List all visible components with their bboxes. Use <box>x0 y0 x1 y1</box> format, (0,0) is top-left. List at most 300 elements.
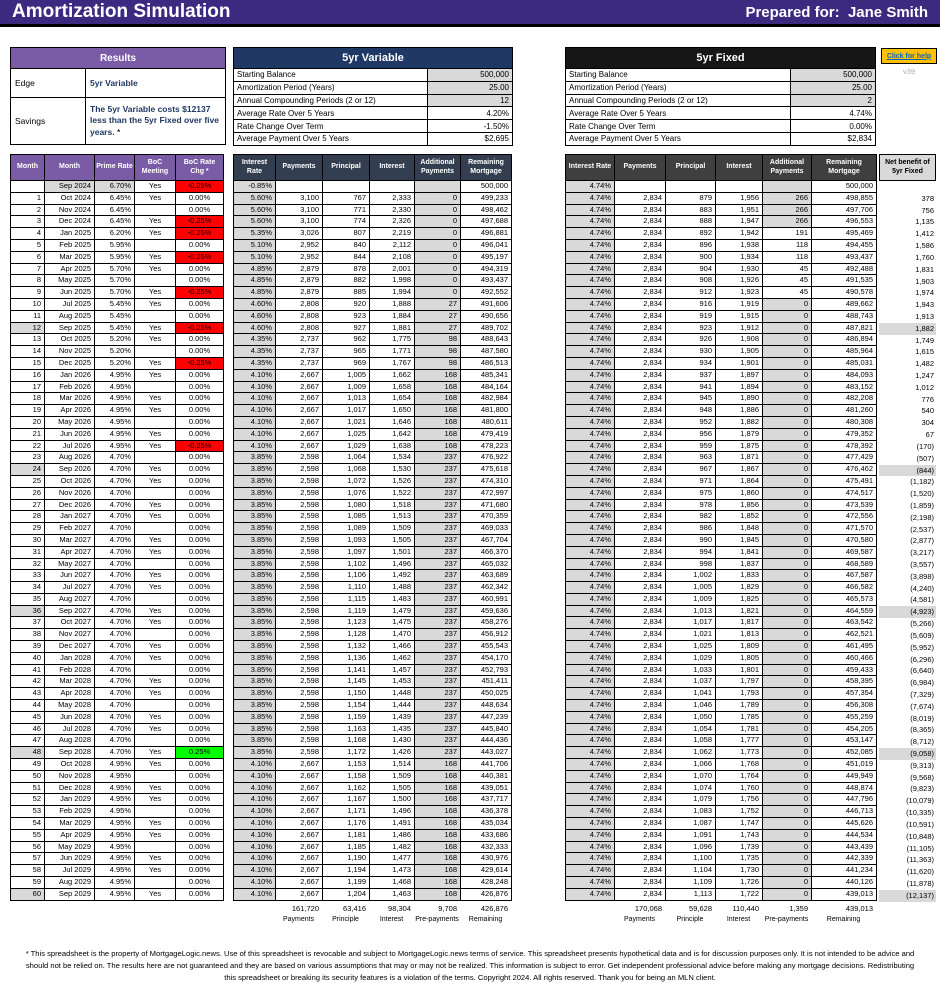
cell-fixed-additional-payment[interactable]: 0 <box>763 735 812 747</box>
cell-fixed-interest-rate[interactable]: 4.74% <box>566 298 615 310</box>
summary-value[interactable]: 2 <box>791 94 876 107</box>
cell-var-principal: 1,132 <box>323 641 370 653</box>
cell-fixed-additional-payment[interactable]: 266 <box>763 204 812 216</box>
cell-fixed-interest-rate[interactable]: 4.74% <box>566 558 615 570</box>
cell-var-additional-payment[interactable]: 168 <box>415 416 461 428</box>
cell-var-additional-payment[interactable]: 27 <box>415 310 461 322</box>
cell-fixed-additional-payment[interactable]: 0 <box>763 310 812 322</box>
cell-var-additional-payment[interactable]: 168 <box>415 829 461 841</box>
cell-var-additional-payment[interactable]: 0 <box>415 275 461 287</box>
cell-var-additional-payment[interactable]: 0 <box>415 263 461 275</box>
cell-var-principal: 774 <box>323 216 370 228</box>
cell-fixed-principal: 971 <box>666 475 716 487</box>
cell-month: May 2027 <box>45 558 95 570</box>
cell-fixed-additional-payment[interactable]: 0 <box>763 664 812 676</box>
cell-var-interest-rate[interactable]: 3.85% <box>234 747 276 759</box>
cell-fixed-interest-rate[interactable]: 4.74% <box>566 428 615 440</box>
cell-fixed-interest-rate[interactable]: 4.74% <box>566 829 615 841</box>
cell-var-interest-rate[interactable]: 4.10% <box>234 877 276 889</box>
cell-var-additional-payment[interactable] <box>415 181 461 193</box>
cell-var-interest-rate[interactable]: 3.85% <box>234 605 276 617</box>
cell-var-interest-rate[interactable]: 4.10% <box>234 440 276 452</box>
cell-var-interest-rate[interactable]: 4.35% <box>234 357 276 369</box>
table-row <box>566 629 877 641</box>
cell-var-interest-rate[interactable]: 4.10% <box>234 794 276 806</box>
cell-prime-rate: 4.95% <box>95 829 135 841</box>
cell-fixed-additional-payment[interactable]: 0 <box>763 794 812 806</box>
cell-var-additional-payment[interactable]: 237 <box>415 652 461 664</box>
cell-var-interest-rate[interactable]: 3.85% <box>234 593 276 605</box>
cell-var-additional-payment[interactable]: 237 <box>415 605 461 617</box>
cell-var-additional-payment[interactable]: 168 <box>415 794 461 806</box>
cell-fixed-additional-payment[interactable]: 0 <box>763 723 812 735</box>
summary-value[interactable]: 25.00 <box>428 81 513 94</box>
cell-fixed-additional-payment[interactable]: 0 <box>763 570 812 582</box>
cell-var-interest-rate[interactable]: 3.85% <box>234 558 276 570</box>
cell-var-additional-payment[interactable]: 237 <box>415 487 461 499</box>
cell-var-additional-payment[interactable]: 237 <box>415 499 461 511</box>
cell-var-additional-payment[interactable]: 0 <box>415 239 461 251</box>
cell-var-interest-rate[interactable]: 5.60% <box>234 216 276 228</box>
cell-month: Sep 2024 <box>45 181 95 193</box>
cell-var-interest-rate[interactable]: 4.35% <box>234 346 276 358</box>
cell-var-remaining: 451,411 <box>461 676 512 688</box>
cell-fixed-interest-rate[interactable]: 4.74% <box>566 204 615 216</box>
cell-fixed-additional-payment[interactable]: 0 <box>763 405 812 417</box>
cell-fixed-interest-rate[interactable]: 4.74% <box>566 499 615 511</box>
cell-var-additional-payment[interactable]: 237 <box>415 464 461 476</box>
cell-fixed-interest-rate[interactable]: 4.74% <box>566 192 615 204</box>
cell-var-additional-payment[interactable]: 0 <box>415 287 461 299</box>
cell-fixed-additional-payment: 45 <box>763 263 812 275</box>
cell-var-additional-payment[interactable]: 168 <box>415 405 461 417</box>
cell-var-additional-payment[interactable]: 237 <box>415 475 461 487</box>
cell-fixed-interest-rate[interactable]: 4.74% <box>566 487 615 499</box>
cell-var-remaining: 480,611 <box>461 416 512 428</box>
cell-fixed-additional-payment[interactable]: 0 <box>763 534 812 546</box>
table-row <box>566 877 877 889</box>
cell-var-interest-rate[interactable]: 3.85% <box>234 735 276 747</box>
cell-fixed-additional-payment[interactable]: 0 <box>763 629 812 641</box>
cell-var-additional-payment[interactable]: 168 <box>415 440 461 452</box>
cell-fixed-interest-rate[interactable]: 4.74% <box>566 523 615 535</box>
table-row <box>234 593 512 605</box>
cell-var-interest-rate[interactable]: 3.85% <box>234 523 276 535</box>
cell-var-additional-payment[interactable]: 0 <box>415 228 461 240</box>
cell-var-additional-payment[interactable]: 168 <box>415 428 461 440</box>
cell-fixed-interest-rate[interactable]: 4.74% <box>566 334 615 346</box>
cell-fixed-interest-rate[interactable]: 4.74% <box>566 652 615 664</box>
cell-var-interest-rate[interactable]: 4.10% <box>234 416 276 428</box>
cell-fixed-interest-rate[interactable]: 4.74% <box>566 239 615 251</box>
cell-var-interest-rate[interactable]: 3.85% <box>234 499 276 511</box>
cell-var-additional-payment[interactable]: 27 <box>415 322 461 334</box>
cell-var-interest-rate[interactable]: 4.10% <box>234 369 276 381</box>
cell-fixed-additional-payment[interactable]: 0 <box>763 877 812 889</box>
cell-boc-rate-chg: 0.00% <box>176 841 224 853</box>
cell-fixed-interest: 1,821 <box>716 605 763 617</box>
cell-var-additional-payment[interactable]: 168 <box>415 806 461 818</box>
cell-var-interest-rate[interactable]: 3.85% <box>234 652 276 664</box>
table-row <box>11 617 224 629</box>
cell-fixed-additional-payment[interactable]: 0 <box>763 428 812 440</box>
cell-var-interest-rate[interactable]: 3.85% <box>234 546 276 558</box>
cell-fixed-additional-payment[interactable]: 0 <box>763 676 812 688</box>
cell-fixed-additional-payment[interactable]: 0 <box>763 357 812 369</box>
cell-fixed-additional-payment[interactable]: 0 <box>763 617 812 629</box>
cell-var-additional-payment[interactable]: 237 <box>415 664 461 676</box>
cell-fixed-additional-payment[interactable]: 0 <box>763 298 812 310</box>
cell-fixed-interest-rate[interactable]: 4.74% <box>566 452 615 464</box>
cell-var-additional-payment[interactable]: 237 <box>415 511 461 523</box>
cell-var-interest-rate[interactable]: 3.85% <box>234 664 276 676</box>
cell-var-interest-rate[interactable]: 4.10% <box>234 818 276 830</box>
cell-fixed-additional-payment[interactable]: 0 <box>763 558 812 570</box>
cell-var-interest-rate[interactable]: 4.10% <box>234 381 276 393</box>
cell-fixed-interest-rate[interactable]: 4.74% <box>566 688 615 700</box>
cell-fixed-additional-payment[interactable]: 0 <box>763 393 812 405</box>
cell-fixed-interest-rate[interactable]: 4.74% <box>566 263 615 275</box>
cell-fixed-additional-payment[interactable]: 0 <box>763 416 812 428</box>
cell-fixed-additional-payment[interactable]: 0 <box>763 346 812 358</box>
cell-var-interest-rate[interactable]: 4.85% <box>234 263 276 275</box>
cell-fixed-interest-rate[interactable]: 4.74% <box>566 322 615 334</box>
cell-var-interest-rate[interactable]: 3.85% <box>234 475 276 487</box>
cell-fixed-additional-payment[interactable]: 0 <box>763 652 812 664</box>
cell-fixed-interest-rate[interactable]: 4.74% <box>566 440 615 452</box>
cell-var-interest-rate[interactable]: 3.85% <box>234 629 276 641</box>
cell-fixed-principal: 916 <box>666 298 716 310</box>
cell-fixed-interest-rate[interactable]: 4.74% <box>566 818 615 830</box>
cell-net-benefit: (5,266) <box>910 619 934 629</box>
cell-fixed-interest-rate[interactable]: 4.74% <box>566 310 615 322</box>
cell-var-additional-payment[interactable]: 168 <box>415 770 461 782</box>
cell-fixed-interest-rate[interactable]: 4.74% <box>566 641 615 653</box>
savings-value: The 5yr Variable costs $12137 less than the 5yr Fixed over five years. * <box>86 98 226 145</box>
cell-fixed-interest-rate[interactable]: 4.74% <box>566 416 615 428</box>
cell-var-interest-rate[interactable]: 5.10% <box>234 239 276 251</box>
cell-fixed-additional-payment[interactable]: 0 <box>763 700 812 712</box>
cell-fixed-payment: 2,834 <box>615 652 666 664</box>
cell-var-additional-payment[interactable]: 168 <box>415 393 461 405</box>
cell-var-interest-rate[interactable]: 4.10% <box>234 428 276 440</box>
cell-fixed-additional-payment[interactable]: 0 <box>763 888 812 900</box>
cell-fixed-additional-payment[interactable]: 0 <box>763 475 812 487</box>
cell-fixed-additional-payment[interactable]: 0 <box>763 853 812 865</box>
cell-fixed-interest: 1,938 <box>716 239 763 251</box>
summary-value[interactable]: 25.00 <box>791 81 876 94</box>
cell-prime-rate: 6.20% <box>95 228 135 240</box>
cell-fixed-interest-rate[interactable]: 4.74% <box>566 865 615 877</box>
cell-fixed-interest-rate[interactable]: 4.74% <box>566 181 615 193</box>
cell-var-additional-payment[interactable]: 237 <box>415 546 461 558</box>
cell-var-additional-payment[interactable]: 237 <box>415 452 461 464</box>
cell-fixed-additional-payment[interactable]: 0 <box>763 499 812 511</box>
cell-fixed-interest: 1,785 <box>716 711 763 723</box>
cell-fixed-interest-rate[interactable]: 4.74% <box>566 782 615 794</box>
cell-fixed-interest-rate[interactable]: 4.74% <box>566 664 615 676</box>
cell-var-additional-payment[interactable]: 0 <box>415 216 461 228</box>
cell-var-interest-rate[interactable]: 3.85% <box>234 711 276 723</box>
cell-var-interest-rate[interactable]: 4.10% <box>234 865 276 877</box>
total-label <box>565 916 614 923</box>
help-button[interactable] <box>881 48 937 64</box>
cell-boc-rate-chg: 0.00% <box>176 629 224 641</box>
cell-fixed-additional-payment[interactable]: 0 <box>763 605 812 617</box>
cell-fixed-additional-payment[interactable]: 0 <box>763 829 812 841</box>
cell-fixed-interest-rate[interactable]: 4.74% <box>566 570 615 582</box>
cell-fixed-additional-payment[interactable]: 266 <box>763 192 812 204</box>
cell-fixed-additional-payment[interactable] <box>763 181 812 193</box>
cell-var-additional-payment[interactable]: 168 <box>415 782 461 794</box>
cell-fixed-interest-rate[interactable]: 4.74% <box>566 711 615 723</box>
table-row <box>11 511 224 523</box>
cell-var-interest-rate[interactable]: 3.85% <box>234 676 276 688</box>
cell-var-additional-payment[interactable]: 168 <box>415 381 461 393</box>
cell-fixed-interest-rate[interactable]: 4.74% <box>566 841 615 853</box>
cell-var-additional-payment[interactable]: 237 <box>415 747 461 759</box>
cell-var-interest-rate[interactable]: 4.10% <box>234 770 276 782</box>
cell-var-interest-rate[interactable]: 4.10% <box>234 841 276 853</box>
summary-value[interactable]: 500,000 <box>791 69 876 82</box>
cell-var-additional-payment[interactable]: 0 <box>415 251 461 263</box>
cell-var-remaining: 426,876 <box>461 888 512 900</box>
cell-var-interest-rate[interactable]: 4.35% <box>234 334 276 346</box>
cell-var-additional-payment[interactable]: 98 <box>415 357 461 369</box>
cell-fixed-payment: 2,834 <box>615 357 666 369</box>
cell-var-interest-rate[interactable]: 4.10% <box>234 759 276 771</box>
cell-var-additional-payment[interactable]: 98 <box>415 346 461 358</box>
cell-fixed-additional-payment[interactable]: 0 <box>763 759 812 771</box>
table-row <box>11 558 224 570</box>
cell-fixed-interest-rate[interactable]: 4.74% <box>566 346 615 358</box>
cell-net-benefit: (1,520) <box>910 489 934 499</box>
cell-var-interest-rate[interactable]: 5.10% <box>234 251 276 263</box>
cell-fixed-additional-payment[interactable]: 0 <box>763 523 812 535</box>
cell-boc-meeting: Yes <box>135 641 176 653</box>
cell-var-additional-payment[interactable]: 168 <box>415 853 461 865</box>
cell-fixed-interest-rate[interactable]: 4.74% <box>566 853 615 865</box>
cell-var-interest-rate[interactable]: 4.10% <box>234 853 276 865</box>
cell-fixed-interest-rate[interactable]: 4.74% <box>566 582 615 594</box>
cell-fixed-additional-payment[interactable]: 266 <box>763 216 812 228</box>
cell-fixed-interest-rate[interactable]: 4.74% <box>566 357 615 369</box>
cell-var-interest-rate[interactable]: 4.85% <box>234 287 276 299</box>
cell-var-additional-payment[interactable]: 0 <box>415 192 461 204</box>
cell-var-additional-payment[interactable]: 237 <box>415 735 461 747</box>
cell-var-interest: 1,491 <box>370 818 415 830</box>
cell-fixed-interest-rate[interactable]: 4.74% <box>566 700 615 712</box>
cell-var-interest-rate[interactable]: 4.10% <box>234 888 276 900</box>
cell-var-additional-payment[interactable]: 237 <box>415 593 461 605</box>
cell-fixed-additional-payment[interactable]: 0 <box>763 381 812 393</box>
cell-var-interest-rate[interactable]: 4.60% <box>234 322 276 334</box>
cell-fixed-interest-rate[interactable]: 4.74% <box>566 393 615 405</box>
cell-fixed-interest-rate[interactable]: 4.74% <box>566 534 615 546</box>
cell-fixed-additional-payment[interactable]: 0 <box>763 546 812 558</box>
cell-fixed-interest-rate[interactable]: 4.74% <box>566 747 615 759</box>
table-row <box>234 877 512 889</box>
cell-fixed-additional-payment[interactable]: 0 <box>763 440 812 452</box>
cell-fixed-additional-payment[interactable]: 0 <box>763 452 812 464</box>
cell-fixed-additional-payment[interactable]: 0 <box>763 511 812 523</box>
cell-fixed-additional-payment[interactable]: 0 <box>763 641 812 653</box>
cell-var-additional-payment[interactable]: 168 <box>415 877 461 889</box>
cell-var-principal: 1,162 <box>323 782 370 794</box>
cell-fixed-additional-payment[interactable]: 0 <box>763 770 812 782</box>
variable-schedule-table <box>233 154 512 901</box>
table-row <box>566 487 877 499</box>
cell-var-additional-payment[interactable]: 237 <box>415 688 461 700</box>
cell-fixed-interest-rate[interactable]: 4.74% <box>566 287 615 299</box>
cell-prime-rate: 4.70% <box>95 511 135 523</box>
cell-fixed-additional-payment[interactable]: 0 <box>763 334 812 346</box>
cell-var-additional-payment[interactable]: 237 <box>415 617 461 629</box>
cell-fixed-interest-rate[interactable]: 4.74% <box>566 369 615 381</box>
cell-fixed-interest-rate[interactable]: 4.74% <box>566 877 615 889</box>
cell-var-additional-payment[interactable]: 237 <box>415 723 461 735</box>
cell-var-interest-rate[interactable]: -0.85% <box>234 181 276 193</box>
cell-fixed-additional-payment[interactable]: 0 <box>763 806 812 818</box>
cell-var-interest-rate[interactable]: 4.60% <box>234 310 276 322</box>
cell-var-additional-payment[interactable]: 237 <box>415 629 461 641</box>
cell-fixed-interest-rate[interactable]: 4.74% <box>566 475 615 487</box>
cell-var-additional-payment[interactable]: 0 <box>415 204 461 216</box>
cell-fixed-interest-rate[interactable]: 4.74% <box>566 617 615 629</box>
table-row <box>11 452 224 464</box>
cell-var-interest-rate[interactable]: 3.85% <box>234 570 276 582</box>
cell-fixed-interest-rate[interactable]: 4.74% <box>566 546 615 558</box>
cell-fixed-interest-rate[interactable]: 4.74% <box>566 381 615 393</box>
cell-var-interest-rate[interactable]: 3.85% <box>234 452 276 464</box>
cell-fixed-interest: 1,739 <box>716 841 763 853</box>
cell-fixed-interest-rate[interactable]: 4.74% <box>566 593 615 605</box>
cell-var-interest: 1,430 <box>370 735 415 747</box>
cell-var-interest-rate[interactable]: 4.10% <box>234 806 276 818</box>
cell-boc-rate-chg: 0.00% <box>176 487 224 499</box>
cell-var-interest-rate[interactable]: 5.60% <box>234 204 276 216</box>
cell-fixed-interest-rate[interactable]: 4.74% <box>566 464 615 476</box>
cell-fixed-payment: 2,834 <box>615 298 666 310</box>
cell-fixed-additional-payment[interactable]: 0 <box>763 487 812 499</box>
cell-var-additional-payment[interactable]: 237 <box>415 558 461 570</box>
cell-fixed-remaining: 468,589 <box>812 558 877 570</box>
cell-var-additional-payment[interactable]: 168 <box>415 369 461 381</box>
cell-fixed-interest-rate[interactable]: 4.74% <box>566 806 615 818</box>
cell-var-interest-rate[interactable]: 4.85% <box>234 275 276 287</box>
cell-var-additional-payment[interactable]: 237 <box>415 570 461 582</box>
cell-fixed-interest: 1,845 <box>716 534 763 546</box>
cell-fixed-interest-rate[interactable]: 4.74% <box>566 676 615 688</box>
cell-fixed-interest-rate[interactable]: 4.74% <box>566 605 615 617</box>
cell-fixed-additional-payment[interactable]: 0 <box>763 593 812 605</box>
cell-fixed-interest-rate[interactable]: 4.74% <box>566 770 615 782</box>
cell-var-interest-rate[interactable]: 4.10% <box>234 393 276 405</box>
cell-var-additional-payment[interactable]: 237 <box>415 523 461 535</box>
cell-var-interest-rate[interactable]: 4.10% <box>234 829 276 841</box>
cell-var-interest-rate[interactable]: 3.85% <box>234 534 276 546</box>
cell-var-additional-payment[interactable]: 237 <box>415 641 461 653</box>
cell-var-additional-payment[interactable]: 168 <box>415 888 461 900</box>
cell-var-interest-rate[interactable]: 3.85% <box>234 487 276 499</box>
cell-prime-rate: 4.95% <box>95 759 135 771</box>
cell-var-interest-rate[interactable]: 5.35% <box>234 228 276 240</box>
cell-var-additional-payment[interactable]: 237 <box>415 700 461 712</box>
cell-fixed-additional-payment[interactable]: 0 <box>763 464 812 476</box>
cell-fixed-additional-payment[interactable]: 0 <box>763 688 812 700</box>
cell-var-interest-rate[interactable]: 3.85% <box>234 700 276 712</box>
cell-fixed-interest-rate[interactable]: 4.74% <box>566 216 615 228</box>
cell-fixed-additional-payment[interactable]: 0 <box>763 747 812 759</box>
cell-var-interest-rate[interactable]: 3.85% <box>234 641 276 653</box>
cell-var-additional-payment[interactable]: 237 <box>415 534 461 546</box>
cell-var-additional-payment[interactable]: 168 <box>415 818 461 830</box>
cell-fixed-interest-rate[interactable]: 4.74% <box>566 275 615 287</box>
cell-var-interest-rate[interactable]: 3.85% <box>234 688 276 700</box>
cell-fixed-interest-rate[interactable]: 4.74% <box>566 251 615 263</box>
cell-prime-rate: 4.70% <box>95 570 135 582</box>
cell-fixed-interest-rate[interactable]: 4.74% <box>566 629 615 641</box>
cell-var-additional-payment[interactable]: 237 <box>415 676 461 688</box>
summary-value[interactable]: 12 <box>428 94 513 107</box>
cell-var-interest-rate[interactable]: 3.85% <box>234 723 276 735</box>
cell-var-additional-payment[interactable]: 27 <box>415 298 461 310</box>
cell-var-additional-payment[interactable]: 237 <box>415 582 461 594</box>
cell-var-interest-rate[interactable]: 3.85% <box>234 511 276 523</box>
summary-value[interactable]: 500,000 <box>428 69 513 82</box>
cell-fixed-remaining: 469,587 <box>812 546 877 558</box>
cell-var-interest-rate[interactable]: 3.85% <box>234 464 276 476</box>
cell-fixed-principal: 919 <box>666 310 716 322</box>
table-row <box>11 605 224 617</box>
cell-fixed-principal: 1,091 <box>666 829 716 841</box>
cell-fixed-interest-rate[interactable]: 4.74% <box>566 228 615 240</box>
help-link-label[interactable]: Click for help <box>886 52 932 60</box>
cell-fixed-additional-payment[interactable]: 0 <box>763 818 812 830</box>
cell-var-additional-payment[interactable]: 168 <box>415 865 461 877</box>
cell-var-interest-rate[interactable]: 4.60% <box>234 298 276 310</box>
cell-fixed-additional-payment[interactable]: 0 <box>763 582 812 594</box>
cell-month-num: 59 <box>11 877 45 889</box>
cell-var-additional-payment[interactable]: 237 <box>415 711 461 723</box>
cell-fixed-interest-rate[interactable]: 4.74% <box>566 794 615 806</box>
cell-fixed-additional-payment[interactable]: 0 <box>763 782 812 794</box>
cell-var-interest-rate[interactable]: 5.60% <box>234 192 276 204</box>
table-row <box>566 747 877 759</box>
cell-fixed-interest-rate[interactable]: 4.74% <box>566 888 615 900</box>
cell-var-additional-payment[interactable]: 98 <box>415 334 461 346</box>
cell-var-additional-payment[interactable]: 168 <box>415 759 461 771</box>
cell-fixed-principal: 963 <box>666 452 716 464</box>
cell-fixed-interest-rate[interactable]: 4.74% <box>566 759 615 771</box>
cell-var-interest-rate[interactable]: 4.10% <box>234 405 276 417</box>
cell-fixed-additional-payment[interactable]: 0 <box>763 865 812 877</box>
cell-fixed-additional-payment: 191 <box>763 228 812 240</box>
cell-var-additional-payment[interactable]: 168 <box>415 841 461 853</box>
cell-fixed-interest-rate[interactable]: 4.74% <box>566 735 615 747</box>
cell-fixed-additional-payment[interactable]: 0 <box>763 369 812 381</box>
cell-fixed-interest-rate[interactable]: 4.74% <box>566 723 615 735</box>
cell-fixed-additional-payment[interactable]: 0 <box>763 322 812 334</box>
cell-month-num: 8 <box>11 275 45 287</box>
cell-fixed-interest-rate[interactable]: 4.74% <box>566 405 615 417</box>
cell-fixed-additional-payment[interactable]: 0 <box>763 841 812 853</box>
cell-fixed-additional-payment[interactable]: 0 <box>763 711 812 723</box>
cell-var-interest-rate[interactable]: 3.85% <box>234 617 276 629</box>
cell-var-interest-rate[interactable]: 4.10% <box>234 782 276 794</box>
cell-fixed-interest-rate[interactable]: 4.74% <box>566 511 615 523</box>
cell-var-interest-rate[interactable]: 3.85% <box>234 582 276 594</box>
